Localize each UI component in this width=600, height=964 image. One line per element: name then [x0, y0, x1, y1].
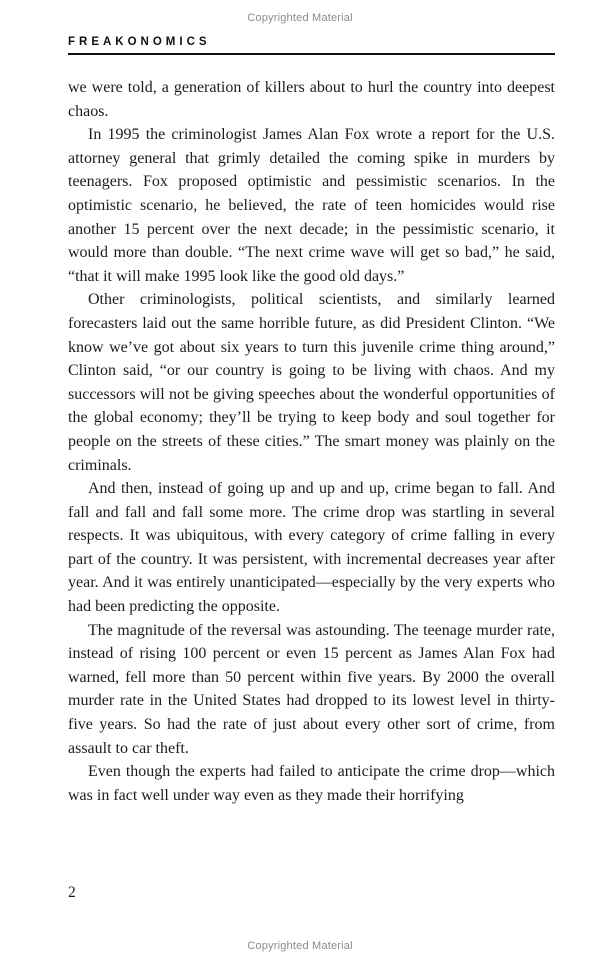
paragraph-5: The magnitude of the reversal was astounding. The teenage murder rate, instead of rising 100 percent or even 15 percent as James Alan Fox had warned, fell more than 50 percent within five years. By 2000 the overall murder rate in the United States had dropped to its lowest level in thirty-five years. So had the rate of just about every other sort of crime, from assault to car theft. — [68, 621, 555, 757]
paragraph-1: we were told, a generation of killers about to hurl the country into deepest chaos. — [68, 79, 555, 120]
page-header — [68, 36, 555, 55]
copyright-notice-top: Copyrighted Material — [247, 12, 353, 24]
paragraph-2: In 1995 the criminologist James Alan Fox wrote a report for the U.S. attorney general that grimly detailed the coming spike in murders by teenagers. Fox proposed optimistic and pessimistic scenarios. In the optimistic scenario, he believed, the rate of teen homicides would rise another 15 percent over the next decade; in the pessimistic scenario, it would more than double. “The next crime wave will get so bad,” he said, “that it will make 1995 look like the good old days.” — [68, 126, 555, 285]
page-body — [68, 76, 555, 807]
copyright-notice-bottom: Copyrighted Material — [247, 940, 353, 952]
paragraph-4: And then, instead of going up and up and up, crime began to fall. And fall and fall and fall some more. The crime drop was startling in several respects. It was ubiquitous, with every category of crime falling in every part of the country. It was persistent, with incremental decreases year after year. And it was entirely unanticipated—especially by the very experts who had been predicting the opposite. — [68, 480, 555, 616]
paragraph-6: Even though the experts had failed to anticipate the crime drop—which was in fact well under way even as they made their horrifying — [68, 763, 555, 804]
page-number: 2 — [68, 884, 76, 901]
running-header-title: FREAKONOMICS — [68, 36, 211, 48]
header-rule — [68, 53, 555, 55]
paragraph-3: Other criminologists, political scientists, and similarly learned forecasters laid out the same horrible future, as did President Clinton. “We know we’ve got about six years to turn this juvenile crime thing around,” Clinton said, “or our country is going to be living with chaos. And my successors will not be giving speeches about the wonderful opportunities of the global economy; they’ll be trying to keep body and soul together for people on the streets of these cities.” The smart money was plainly on the criminals. — [68, 291, 555, 474]
